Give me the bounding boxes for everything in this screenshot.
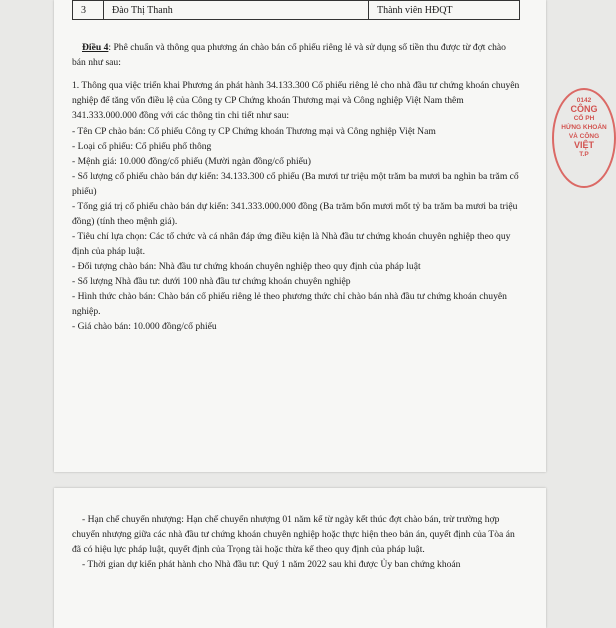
board-member-table bbox=[72, 0, 520, 20]
list-item: - Hình thức chào bán: Chào bán cổ phiếu riêng lẻ theo phương thức chỉ chào bán nhà đầu tư chứng khoán chuyên nghiệp. bbox=[72, 291, 507, 317]
document-page-1 bbox=[54, 0, 546, 472]
member-name: Đào Thị Thanh bbox=[104, 1, 369, 20]
article-4-label: Điều 4 bbox=[82, 42, 109, 53]
table-row bbox=[73, 1, 520, 20]
article-4-intro-text: : Phê chuẩn và thông qua phương án chào bán cổ phiếu riêng lẻ và sử dụng số tiền thu được từ đợt chào bán như sau: bbox=[72, 42, 506, 68]
list-item: - Tiêu chí lựa chọn: Các tổ chức và cá nhân đáp ứng điều kiện là Nhà đầu tư chứng khoán chuyên nghiệp theo quy định của pháp luật. bbox=[72, 231, 511, 257]
list-item: - Số lượng cổ phiếu chào bán dự kiến: 34.133.300 cổ phiếu (Ba mươi tư triệu một trăm ba mươi ba nghìn ba trăm cổ phiếu) bbox=[72, 171, 519, 197]
offering-details-list bbox=[72, 124, 520, 334]
company-seal-stamp: 0142 CÔNG CỔ PH HỨNG KHOÁN VÀ CÔNG VIỆT T.P bbox=[552, 88, 616, 188]
list-item: - Tổng giá trị cổ phiếu chào bán dự kiến: 341.333.000.000 đồng (Ba trăm bốn mươi mốt tỷ ba trăm ba mươi ba triệu đồng) (tính theo mệnh giá). bbox=[72, 201, 518, 227]
page-2-list bbox=[72, 512, 520, 572]
list-item: - Đối tượng chào bán: Nhà đầu tư chứng khoán chuyên nghiệp theo quy định của pháp luật bbox=[72, 261, 421, 272]
list-item: - Hạn chế chuyển nhượng: Hạn chế chuyển nhượng 01 năm kể từ ngày kết thúc đợt chào bán, trừ trường hợp chuyển nhượng giữa các nhà đầu tư chứng khoán chuyên nghiệp hoặc thực hiện theo bản án, quyết định của Tòa án đã có hiệu lực pháp luật, quyết định của Trọng tài hoặc thừa kế theo quy định của pháp luật. bbox=[72, 514, 515, 555]
list-item: - Thời gian dự kiến phát hành cho Nhà đầu tư: Quý 1 năm 2022 sau khi được Ủy ban chứng khoán bbox=[82, 559, 461, 570]
list-item: - Tên CP chào bán: Cổ phiếu Công ty CP Chứng khoán Thương mại và Công nghiệp Việt Nam bbox=[72, 126, 436, 137]
article-4-paragraph-1 bbox=[72, 78, 520, 123]
member-role: Thành viên HĐQT bbox=[369, 1, 520, 20]
list-item: - Loại cổ phiếu: Cổ phiếu phổ thông bbox=[72, 141, 212, 152]
list-item: - Giá chào bán: 10.000 đồng/cổ phiếu bbox=[72, 321, 217, 332]
list-item: - Số lượng Nhà đầu tư: dưới 100 nhà đầu tư chứng khoán chuyên nghiệp bbox=[72, 276, 351, 287]
member-number: 3 bbox=[73, 1, 104, 20]
article-4-intro bbox=[72, 40, 520, 70]
paragraph-1: 1. Thông qua việc triển khai Phương án phát hành 34.133.300 Cổ phiếu riêng lẻ cho nhà đầu tư chứng khoán chuyên nghiệp để tăng vốn điều lệ của Công ty CP Chứng khoán Thương mại và Công nghiệp Việt Nam thêm 341.333.000.000 đồng với các thông tin chi tiết như sau: bbox=[72, 80, 520, 121]
document-page-2 bbox=[54, 488, 546, 628]
list-item: - Mệnh giá: 10.000 đồng/cổ phiếu (Mười ngàn đồng/cổ phiếu) bbox=[72, 156, 311, 167]
